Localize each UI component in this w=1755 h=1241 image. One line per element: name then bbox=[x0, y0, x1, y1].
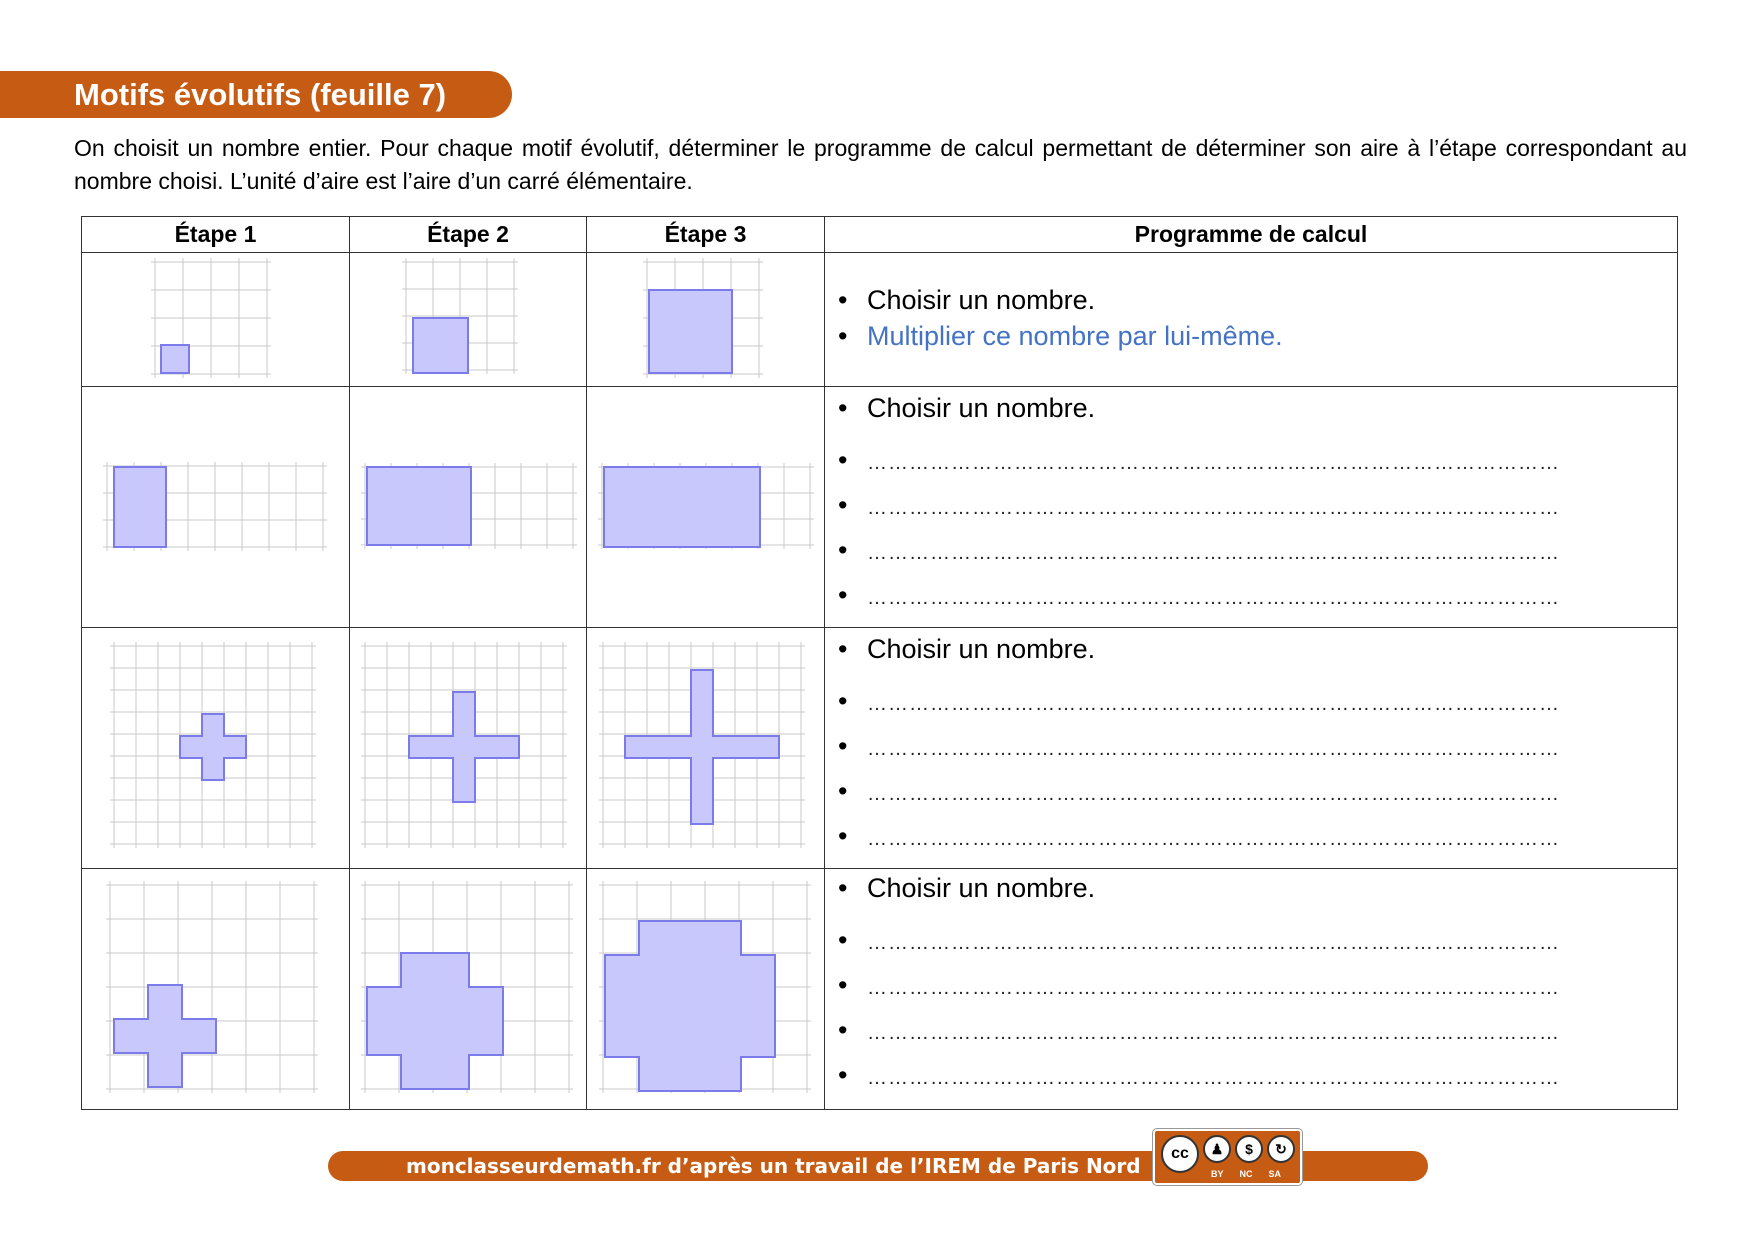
figure-cell bbox=[587, 869, 825, 1110]
instructions-text: On choisit un nombre entier. Pour chaque motif évolutif, déterminer le programme de calcul permettant de déterminer son aire à l’étape correspondant au nombre choisi. L’unité d’aire est l’aire d’un carré élémentaire. bbox=[74, 135, 1687, 194]
figure-cell bbox=[350, 869, 587, 1110]
bullet-icon: • bbox=[838, 873, 848, 903]
pattern-4-step-3-figure bbox=[587, 869, 823, 1108]
figure-cell bbox=[587, 253, 825, 387]
answer-line[interactable]: • ……………………………………………………………………………………… bbox=[825, 438, 1677, 483]
answer-line[interactable]: • ……………………………………………………………………………………… bbox=[825, 573, 1677, 618]
table-row bbox=[82, 387, 1678, 628]
sa-share-alike-icon: ↻ bbox=[1267, 1135, 1295, 1163]
bullet-icon: • bbox=[838, 321, 848, 351]
bullet-icon: • bbox=[838, 535, 848, 565]
program-list bbox=[825, 634, 1677, 859]
header-step-2: Étape 2 bbox=[350, 217, 587, 253]
pattern-shape bbox=[114, 985, 216, 1087]
license-sa-label: SA bbox=[1268, 1169, 1282, 1179]
license-by-label: BY bbox=[1211, 1169, 1224, 1179]
bullet-icon: • bbox=[838, 393, 848, 423]
bullet-icon: • bbox=[838, 1060, 848, 1090]
table-header-row bbox=[82, 217, 1678, 253]
pattern-shape bbox=[367, 953, 503, 1089]
bullet-icon: • bbox=[838, 490, 848, 520]
program-list bbox=[825, 393, 1677, 618]
table-row bbox=[82, 253, 1678, 387]
bullet-icon: • bbox=[838, 285, 848, 315]
figure-cell bbox=[587, 628, 825, 869]
figure-cell bbox=[350, 253, 587, 387]
pattern-1-step-1-figure bbox=[82, 253, 348, 385]
bullet-icon: • bbox=[838, 580, 848, 610]
pattern-shape bbox=[604, 467, 760, 547]
program-step-answer: • Multiplier ce nombre par lui-même. bbox=[838, 321, 1283, 351]
table-row bbox=[82, 869, 1678, 1110]
pattern-shape bbox=[605, 921, 775, 1091]
header-program: Programme de calcul bbox=[825, 217, 1678, 253]
pattern-3-step-2-figure bbox=[350, 628, 585, 867]
pattern-4-step-2-figure bbox=[350, 869, 585, 1108]
bullet-icon: • bbox=[838, 1015, 848, 1045]
figure-cell bbox=[82, 869, 350, 1110]
program-step: • Choisir un nombre. bbox=[838, 393, 1096, 423]
by-person-icon: ♟ bbox=[1203, 1135, 1231, 1163]
answer-line[interactable]: • ……………………………………………………………………………………… bbox=[825, 528, 1677, 573]
figure-cell bbox=[82, 628, 350, 869]
pattern-2-step-2-figure bbox=[350, 387, 585, 626]
pattern-3-step-3-figure bbox=[587, 628, 823, 867]
bullet-icon: • bbox=[838, 445, 848, 475]
figure-cell bbox=[587, 387, 825, 628]
pattern-2-step-3-figure bbox=[587, 387, 823, 626]
program-step: • Choisir un nombre. bbox=[838, 873, 1096, 903]
program-cell bbox=[825, 628, 1678, 869]
pattern-shape bbox=[409, 692, 519, 802]
pattern-shape bbox=[367, 467, 471, 545]
program-cell bbox=[825, 253, 1678, 387]
program-step: • Choisir un nombre. bbox=[838, 285, 1096, 315]
bullet-icon: • bbox=[838, 970, 848, 1000]
pattern-shape bbox=[180, 714, 246, 780]
figure-cell bbox=[350, 387, 587, 628]
bullet-icon: • bbox=[838, 634, 848, 664]
program-list bbox=[825, 285, 1677, 357]
title-banner bbox=[0, 71, 512, 118]
program-list bbox=[825, 873, 1677, 1098]
answer-line[interactable]: • ……………………………………………………………………………………… bbox=[825, 814, 1677, 859]
nc-no-dollar-icon: $ bbox=[1235, 1135, 1263, 1163]
figure-cell bbox=[82, 387, 350, 628]
answer-line[interactable]: • ……………………………………………………………………………………… bbox=[825, 679, 1677, 724]
pattern-3-step-1-figure bbox=[82, 628, 348, 867]
pattern-4-step-1-figure bbox=[82, 869, 348, 1108]
figure-cell bbox=[82, 253, 350, 387]
answer-line[interactable]: • ……………………………………………………………………………………… bbox=[825, 1008, 1677, 1053]
bullet-icon: • bbox=[838, 925, 848, 955]
footer-credit: monclasseurdemath.fr d’après un travail de l’IREM de Paris Nord bbox=[406, 1154, 1141, 1178]
answer-line[interactable]: • ……………………………………………………………………………………… bbox=[825, 724, 1677, 769]
figure-cell bbox=[350, 628, 587, 869]
bullet-icon: • bbox=[838, 776, 848, 806]
program-cell bbox=[825, 869, 1678, 1110]
pattern-shape bbox=[649, 290, 732, 373]
pattern-shape bbox=[114, 467, 166, 547]
answer-line[interactable]: • ……………………………………………………………………………………… bbox=[825, 918, 1677, 963]
page-title: Motifs évolutifs (feuille 7) bbox=[74, 77, 447, 112]
pattern-1-step-3-figure bbox=[587, 253, 823, 385]
pattern-shape bbox=[413, 318, 468, 373]
cc-icon: cc bbox=[1161, 1135, 1199, 1173]
pattern-shape bbox=[161, 345, 189, 373]
table-row bbox=[82, 628, 1678, 869]
answer-line[interactable]: • ……………………………………………………………………………………… bbox=[825, 483, 1677, 528]
answer-line[interactable]: • ……………………………………………………………………………………… bbox=[825, 963, 1677, 1008]
pattern-shape bbox=[625, 670, 779, 824]
license-nc-label: NC bbox=[1239, 1169, 1253, 1179]
answer-line[interactable]: • ……………………………………………………………………………………… bbox=[825, 769, 1677, 814]
bullet-icon: • bbox=[838, 686, 848, 716]
pattern-2-step-1-figure bbox=[82, 387, 348, 626]
pattern-1-step-2-figure bbox=[350, 253, 585, 385]
program-cell bbox=[825, 387, 1678, 628]
program-step: • Choisir un nombre. bbox=[838, 634, 1096, 664]
answer-line[interactable]: • ……………………………………………………………………………………… bbox=[825, 1053, 1677, 1098]
grid-lines bbox=[106, 881, 318, 1093]
bullet-icon: • bbox=[838, 731, 848, 761]
header-step-3: Étape 3 bbox=[587, 217, 825, 253]
cc-license-badge[interactable] bbox=[1153, 1129, 1302, 1185]
bullet-icon: • bbox=[838, 821, 848, 851]
pattern-table bbox=[81, 216, 1678, 1110]
header-step-1: Étape 1 bbox=[82, 217, 350, 253]
